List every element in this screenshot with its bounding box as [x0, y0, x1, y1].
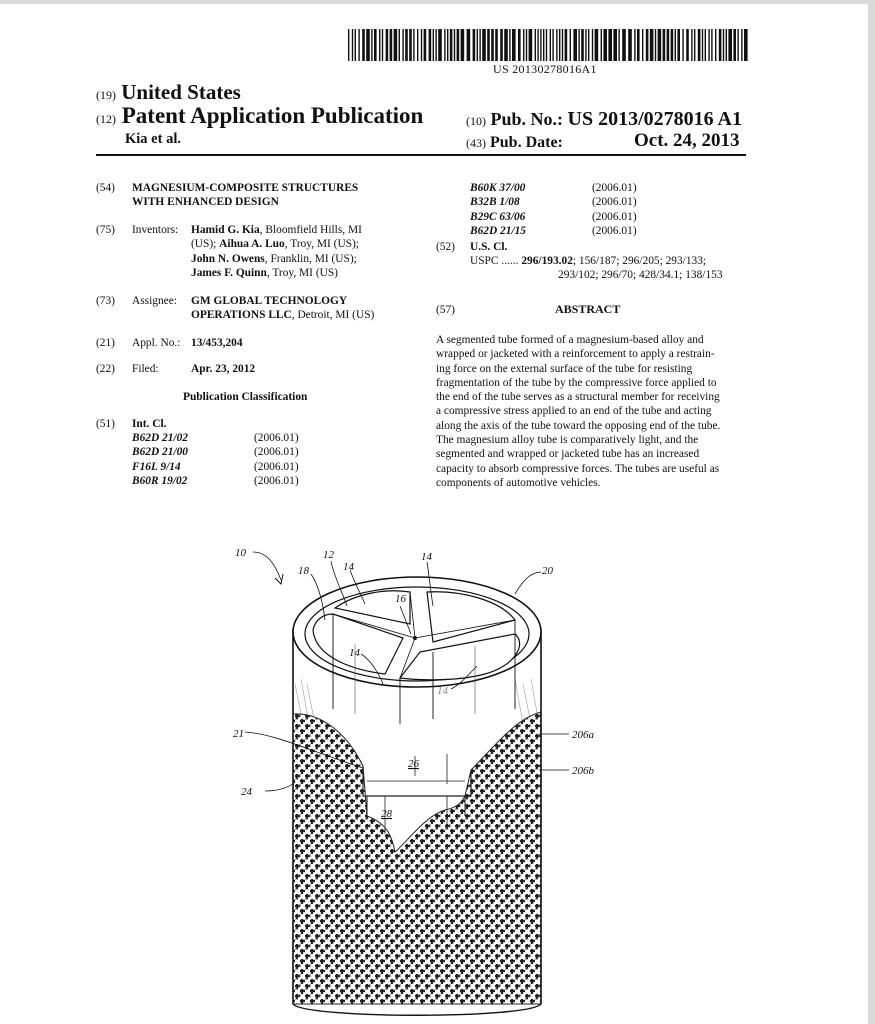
- uscl-code: (52): [436, 241, 455, 253]
- patent-page: [0, 4, 868, 1024]
- figure-label: 12: [323, 549, 334, 561]
- figure-label: 14: [421, 551, 432, 563]
- figure-label: 14: [343, 561, 354, 573]
- document-number: US 20130278016A1: [493, 62, 597, 76]
- pub-number: (10) Pub. No.: US 2013/0278016 A1: [466, 108, 742, 130]
- pub-date-value: Oct. 24, 2013: [634, 130, 740, 151]
- header-rule: [96, 154, 746, 156]
- assignee-code: (73): [96, 295, 115, 307]
- inventors-label: Inventors:: [132, 224, 179, 236]
- publication-classification-heading: Publication Classification: [183, 391, 308, 403]
- appl-code: (21): [96, 337, 115, 349]
- figure-label: 24: [241, 786, 252, 798]
- uscl-label: U.S. Cl.: [470, 241, 508, 253]
- intcl-list: [132, 431, 307, 489]
- intcl-label: Int. Cl.: [132, 418, 167, 430]
- figure-label: 14: [437, 685, 448, 697]
- uspc-line2: 293/102; 296/70; 428/34.1; 138/153: [558, 269, 723, 281]
- intcl-continued: [470, 181, 650, 239]
- uspc-line1: USPC ...... 296/193.02; 156/187; 296/205; 293/133;: [470, 255, 707, 267]
- filed-date: Apr. 23, 2012: [191, 363, 256, 375]
- abstract-code: (57): [436, 304, 455, 316]
- intcl-row: B60K 37/00 (2006.01): [470, 182, 637, 194]
- invention-title: MAGNESIUM-COMPOSITE STRUCTURES WITH ENHANCED DESIGN: [132, 182, 359, 209]
- inventors-code: (75): [96, 224, 115, 236]
- barcode: [348, 29, 748, 61]
- intcl-row: B62D 21/15 (2006.01): [470, 225, 637, 238]
- figure-label: 10: [235, 547, 246, 559]
- intcl-row: B29C 63/06 (2006.01): [470, 210, 637, 223]
- figure-label: 206b: [572, 765, 594, 777]
- intcl-row: F16L 9/14 (2006.01): [132, 460, 299, 473]
- figure-label: 20: [542, 565, 553, 577]
- title-code: (54): [96, 182, 115, 194]
- publication-type: (12) Patent Application Publication: [96, 103, 424, 128]
- figure-label: 14: [349, 647, 360, 659]
- intcl-row: B32B 1/08 (2006.01): [470, 196, 637, 209]
- figure-label: 26: [408, 758, 419, 770]
- inventors-list: Hamid G. Kia, Bloomfield Hills, MI (US); Aihua A. Luo, Troy, MI (US); John N. Owens, Franklin, MI (US); James F. Quinn, Troy, MI (US): [191, 224, 362, 280]
- country-line: (19) United States: [96, 80, 241, 104]
- abstract-text: A segmented tube formed of a magnesium-based alloy and wrapped or jacketed with a reinforcement to apply a restrain- ing force on the external surface of the tube for resisting fragmentation of the tube by the compressive force applied to the end of the tube serves as a structural member for receiving a compressive stress applied to an end of the tube and acting along the axis of the tube toward the opposing end of the tube. The magnesium alloy tube is comparatively light, and the segmented and wrapped or jacketed tube has an increased capacity to absorb compressive forces. The tubes are useful as components of automotive vehicles.: [436, 334, 721, 489]
- figure-label: 18: [298, 565, 309, 577]
- abstract-title: ABSTRACT: [555, 302, 621, 316]
- authors: Kia et al.: [125, 131, 181, 147]
- filed-label: Filed:: [132, 363, 159, 375]
- assignee-label: Assignee:: [132, 295, 177, 307]
- figure-label: 206a: [572, 729, 594, 741]
- figure-label: 21: [233, 728, 244, 740]
- figure-label: 16: [395, 593, 406, 605]
- pub-date-label: (43) Pub. Date:: [466, 134, 563, 151]
- appl-label: Appl. No.:: [132, 337, 181, 349]
- intcl-code: (51): [96, 418, 115, 430]
- filed-code: (22): [96, 363, 115, 375]
- intcl-row: B60R 19/02 (2006.01): [132, 475, 299, 488]
- assignee: GM GLOBAL TECHNOLOGY OPERATIONS LLC, Detroit, MI (US): [191, 295, 375, 322]
- intcl-row: B62D 21/00 (2006.01): [132, 446, 299, 459]
- appl-number: 13/453,204: [191, 337, 243, 349]
- figure-label: 28: [381, 808, 392, 820]
- patent-figure: [215, 534, 645, 1024]
- intcl-row: B62D 21/02 (2006.01): [132, 432, 299, 444]
